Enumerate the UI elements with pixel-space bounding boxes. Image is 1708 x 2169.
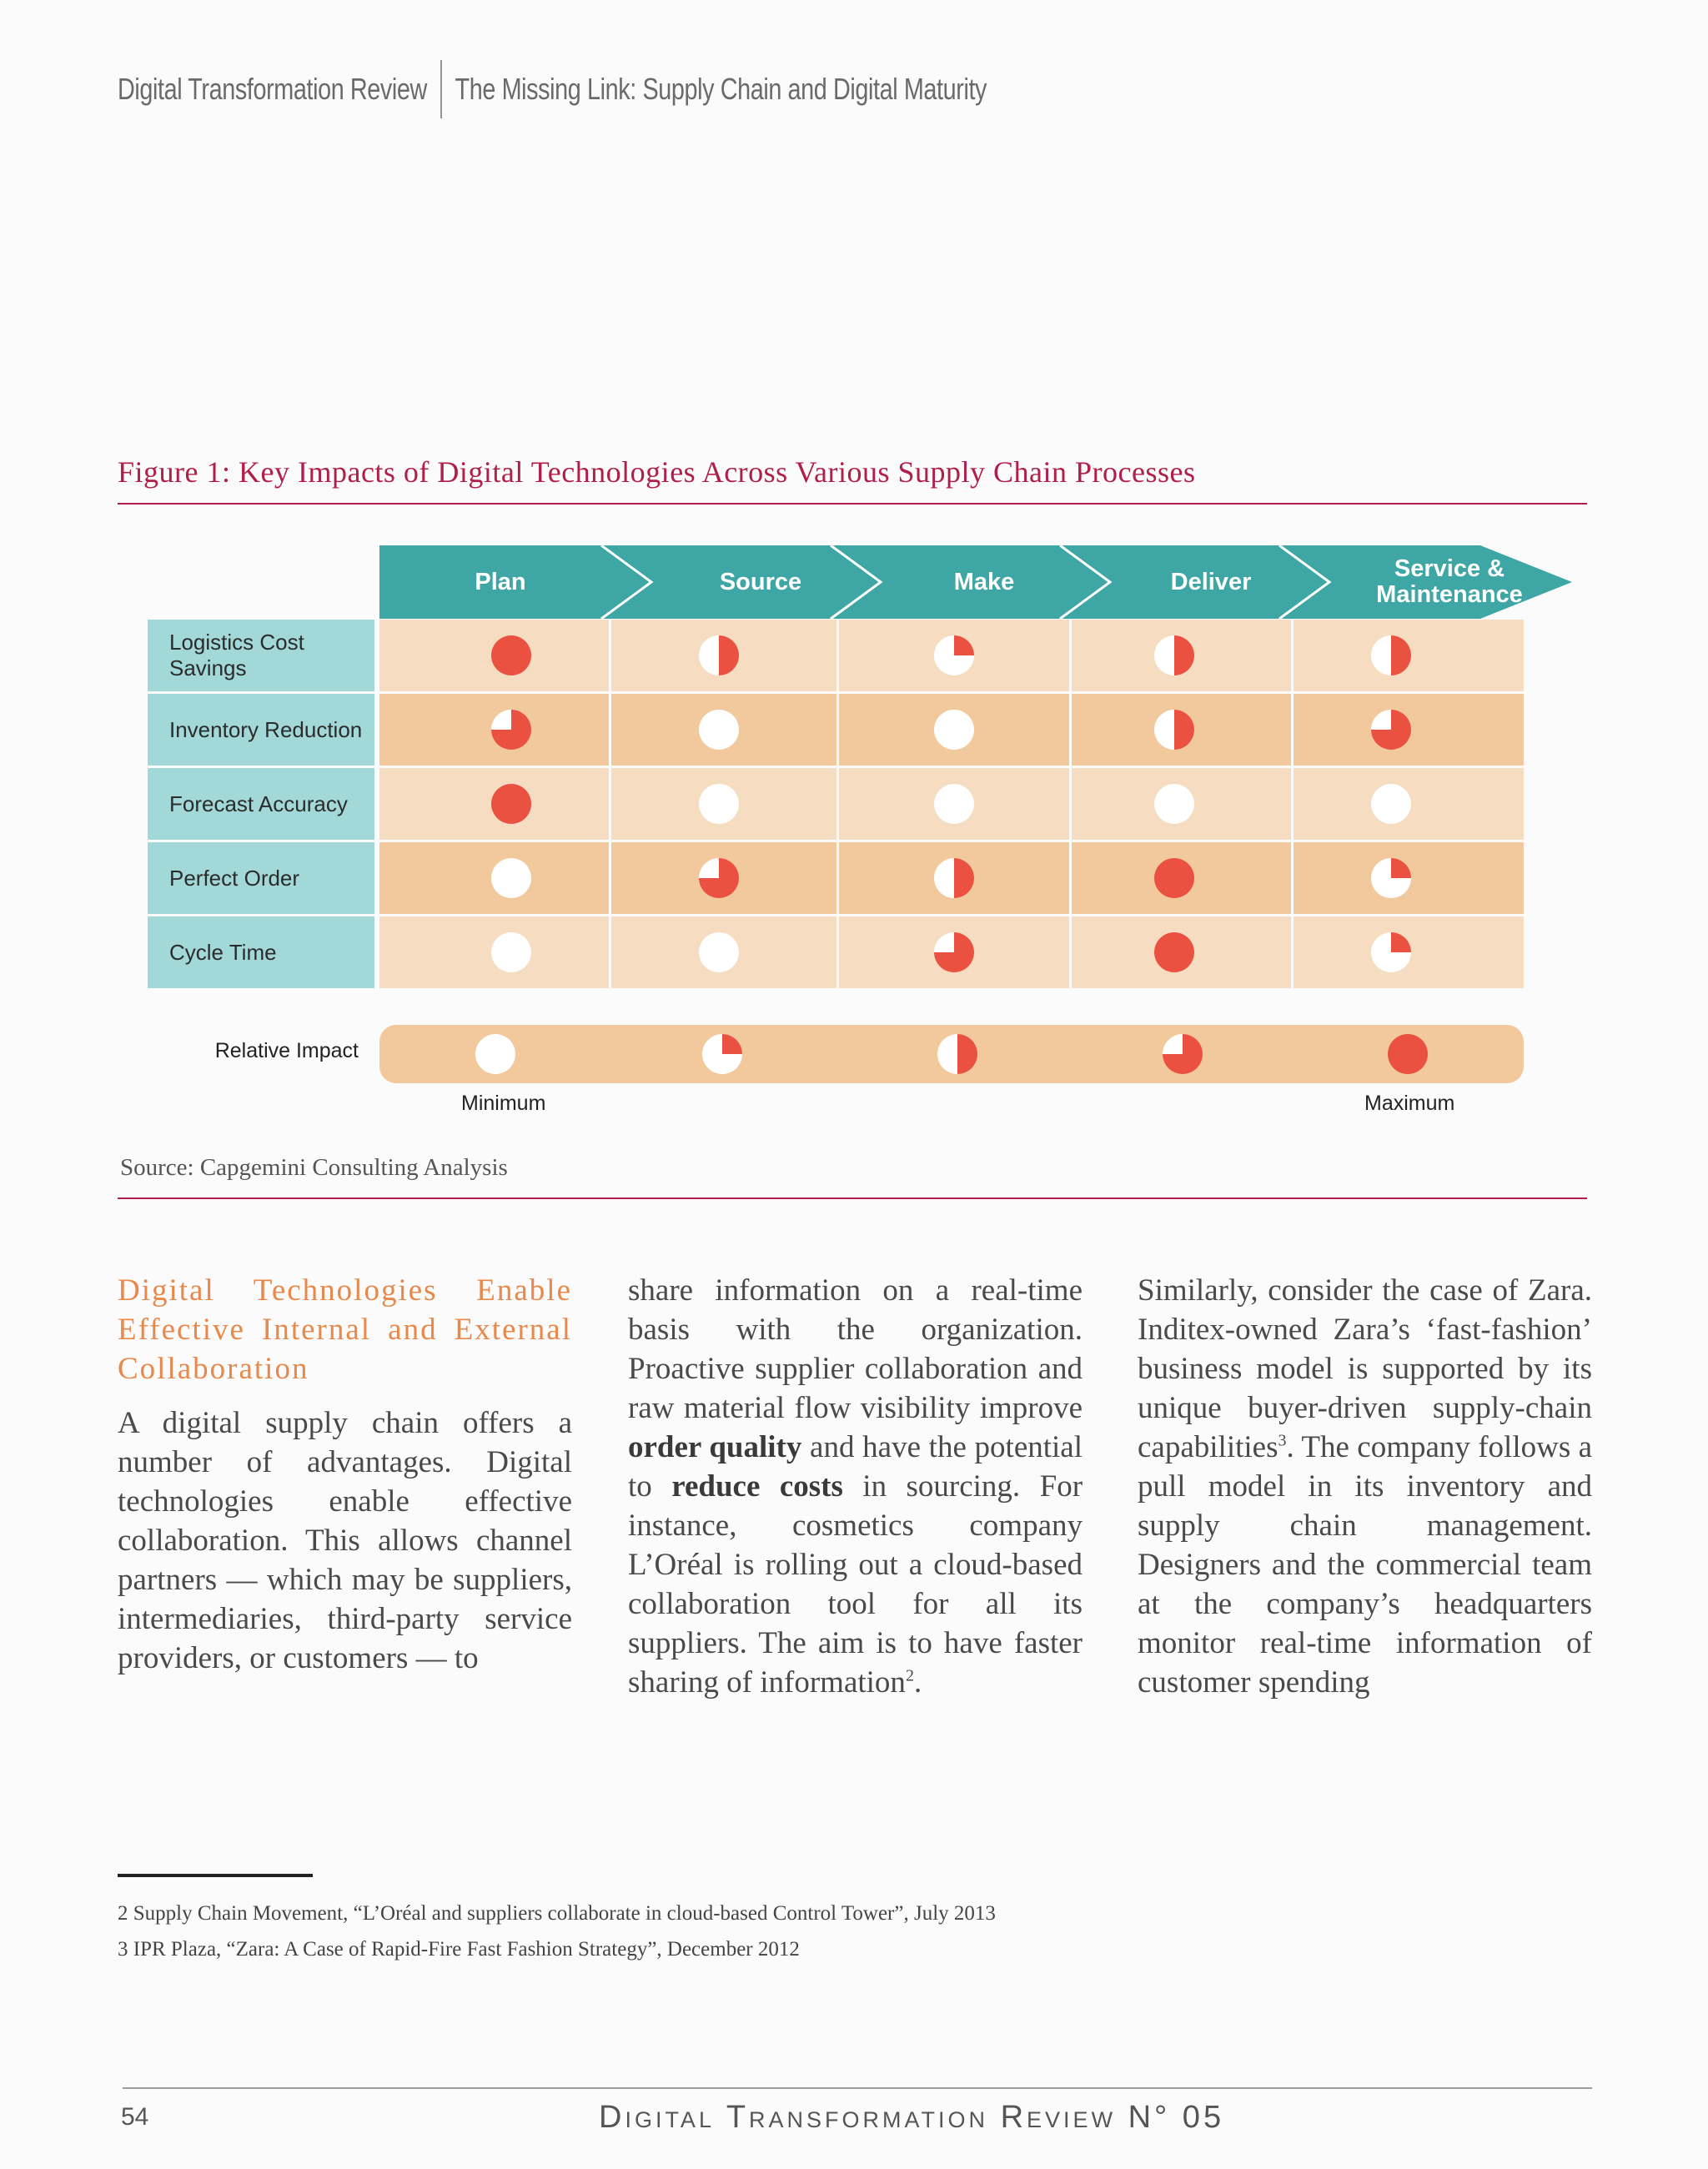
harvey-ball [490,856,533,900]
phase-service-maintenance: Service & Maintenance [1376,555,1523,608]
col2-bold-order-quality: order quality [628,1430,802,1464]
phase-deliver: Deliver [1170,568,1252,595]
publication-name: Digital Transformation Review [118,72,427,106]
harvey-ball [1153,931,1196,974]
harvey-ball [697,634,741,677]
figure-source: Source: Capgemini Consulting Analysis [120,1154,508,1181]
col3-text-1: Similarly, consider the case of Zara. Inditex-owned Zara’s ‘fast-fashion’ business model is supported by its unique buyer-driven supply-chain capabilities [1138,1273,1592,1464]
harvey-ball [932,856,976,900]
col2-text-end: . [913,1665,922,1700]
column-3-paragraph [1138,1271,1592,1702]
body-column-2 [628,1271,1083,1702]
body-column-1 [118,1271,572,1678]
harvey-ball [1369,708,1413,751]
phase-source: Source [719,568,802,595]
footer-title: Digital Transformation Review N° 05 [599,2100,1225,2135]
page-number: 54 [121,2103,149,2131]
footnote-2: 2 Supply Chain Movement, “L’Oréal and suppliers collaborate in cloud-based Control Tower”, July 2013 [118,1902,996,1925]
col2-text-2: and have the potential to [628,1430,1083,1504]
harvey-ball [697,782,741,826]
scale-max-label: Maximum [1364,1092,1455,1115]
harvey-ball [490,634,533,677]
col3-text-2: . The company follows a pull model in its inventory and supply chain management. Designers and the commercial team at the company’s headquarters monitor real-time information of customer spending [1138,1430,1592,1700]
footnote-3: 3 IPR Plaza, “Zara: A Case of Rapid-Fire Fast Fashion Strategy”, December 2012 [118,1938,800,1961]
harvey-ball [932,708,976,751]
row-label-forecast-accuracy: Forecast Accuracy [148,768,374,840]
running-header [118,60,987,118]
harvey-ball [697,931,741,974]
col2-text-3: in sourcing. For instance, cosmetics company L’Oréal is rolling out a cloud-based collaboration tool for all its suppliers. The aim is to have faster sharing of information [628,1469,1083,1700]
section-subheading: Digital Technologies Enable Effective Internal and External Collaboration [118,1273,572,1386]
harvey-ball [1369,931,1413,974]
figure-bottom-rule [118,1197,1587,1199]
col2-text-1: share information on a real-time basis with the organization. Proactive supplier collaboration and raw material flow visibility improve [628,1273,1083,1425]
row-label-cycle-time: Cycle Time [148,916,374,988]
footnote-ref-3[interactable]: 3 [1278,1431,1287,1450]
row-label-logistics-cost-savings: Logistics Cost Savings [148,620,374,691]
article-title: The Missing Link: Supply Chain and Digital Maturity [455,72,987,106]
scale-harvey-ball [474,1032,517,1076]
row-label-perfect-order: Perfect Order [148,842,374,914]
phase-make: Make [953,568,1015,595]
footer-rule [123,2087,1592,2089]
scale-harvey-ball [1386,1032,1429,1076]
header-divider [440,60,442,118]
col2-bold-reduce-costs: reduce costs [671,1469,843,1504]
scale-harvey-ball [1161,1032,1204,1076]
harvey-ball [1369,782,1413,826]
harvey-ball [932,634,976,677]
harvey-ball [932,931,976,974]
body-column-3 [1138,1271,1592,1702]
footnote-ref-2[interactable]: 2 [905,1666,914,1685]
relative-impact-label: Relative Impact [214,1039,359,1062]
harvey-ball [1153,782,1196,826]
harvey-ball [1153,708,1196,751]
harvey-ball [1153,856,1196,900]
scale-harvey-ball [936,1032,979,1076]
column-2-paragraph [628,1271,1083,1702]
harvey-ball [1153,634,1196,677]
phase-plan: Plan [475,568,526,595]
figure-title: Figure 1: Key Impacts of Digital Technologies Across Various Supply Chain Processes [118,455,1196,489]
harvey-ball [490,782,533,826]
footnote-rule [118,1874,313,1877]
figure-top-rule [118,503,1587,505]
harvey-ball [697,856,741,900]
harvey-ball [1369,634,1413,677]
harvey-ball [490,708,533,751]
harvey-ball [490,931,533,974]
harvey-ball [1369,856,1413,900]
scale-min-label: Minimum [461,1092,546,1115]
harvey-ball [697,708,741,751]
row-label-inventory-reduction: Inventory Reduction [148,694,374,766]
column-1-paragraph: A digital supply chain offers a number of advantages. Digital technologies enable effective collaboration. This allows channel partners — which may be suppliers, intermediaries, third-party service providers, or customers — to [118,1406,572,1675]
scale-harvey-ball [701,1032,744,1076]
harvey-ball [932,782,976,826]
